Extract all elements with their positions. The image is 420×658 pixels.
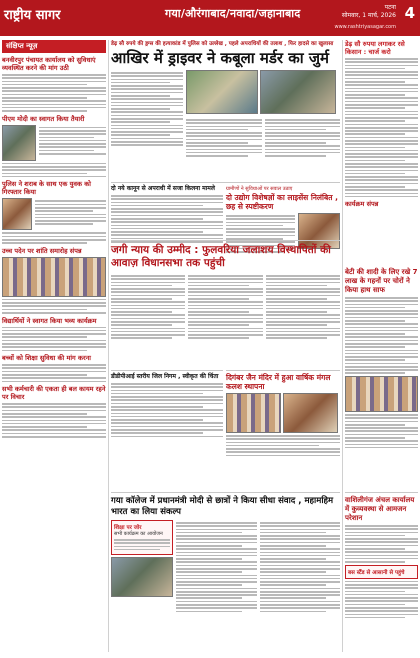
brief-headline[interactable]: विद्यार्थियों ने स्वागत किया भव्य कार्यक्रम bbox=[2, 316, 97, 325]
article-text bbox=[2, 327, 106, 352]
article-text bbox=[345, 414, 418, 448]
article-text bbox=[265, 119, 341, 158]
bottom-story bbox=[111, 492, 340, 614]
brief-headline[interactable]: पीएम मोदी का स्वागत किया तैयारी bbox=[2, 114, 85, 123]
masthead bbox=[0, 0, 420, 36]
article-text bbox=[2, 299, 106, 314]
article-text bbox=[2, 74, 106, 112]
event-photo bbox=[2, 257, 106, 297]
article-text bbox=[2, 364, 106, 382]
masthead-info bbox=[342, 4, 396, 20]
info-box-title: शिक्षा पर जोर bbox=[114, 525, 142, 531]
bottom-right-story bbox=[345, 492, 418, 620]
right-story-headline[interactable]: डेढ़ सौ रुपया लगाकर रसे किसान : चार्ज करो bbox=[345, 40, 405, 56]
event-photo bbox=[226, 393, 281, 433]
top-story-kicker: डेढ़ सौ रुपये की ड्रग्स की हत्याकांड में पुलिस को उल्लेख , पहले अपराधियों की तलाश , फिर हादसे का खुलासा bbox=[111, 41, 334, 47]
article-text bbox=[111, 72, 183, 158]
event-photo bbox=[111, 557, 173, 597]
right-column-top bbox=[345, 40, 418, 208]
article-text bbox=[345, 58, 418, 197]
article-text bbox=[266, 275, 340, 341]
info-box-title: बस स्टैंड से आसानी से पहुंचे bbox=[348, 569, 405, 576]
brief-headline[interactable]: सभी कर्मचारी की एकता ही बल कायम रहने पर विचार bbox=[2, 385, 106, 402]
mid-right-headline[interactable]: दो उद्योग विशेषज्ञों का लाइसेंस निलंबित , छह से स्पष्टीकरण bbox=[226, 193, 338, 211]
article-text bbox=[345, 297, 418, 374]
article-text bbox=[345, 581, 418, 619]
brief-headline[interactable]: बनवीरपुर पंचायत कार्यालय को सुविधाएं व्यवस्थित करने की मांग उठी bbox=[2, 56, 96, 72]
bank-headline[interactable]: बेटी की शादी के लिए रखे 7 लाख के गहनों पर चोरों ने किया हाथ साफ bbox=[345, 268, 418, 294]
brief-headline[interactable]: बच्चों को शिक्षा सुविधा की मांग करना bbox=[2, 354, 91, 363]
divider bbox=[111, 182, 340, 183]
paper-city: पटना bbox=[384, 4, 396, 11]
article-text bbox=[188, 275, 262, 341]
brief-headline[interactable]: उच्च पदेन पर शांति समारोह संपन्न bbox=[2, 246, 82, 255]
divider bbox=[111, 492, 340, 493]
mid-left-story bbox=[111, 185, 223, 244]
top-story-headline[interactable]: आखिर में ड्राइवर ने कबूला मर्डर का जुर्म bbox=[111, 49, 329, 67]
top-story-photo bbox=[260, 70, 336, 114]
article-text bbox=[35, 200, 106, 230]
newspaper-brand: राष्ट्रीय सागर bbox=[4, 8, 61, 23]
info-box bbox=[111, 520, 173, 555]
column-divider bbox=[108, 40, 109, 652]
article-text bbox=[39, 127, 106, 161]
article-text bbox=[2, 403, 106, 437]
brief-headline[interactable]: पुलिस ने शराब के साथ एक युवक को गिरफ्तार किया bbox=[2, 180, 91, 197]
bottom-headline[interactable]: गया कॉलेज में प्रधानमंत्री मोदी से छात्रों ने किया सीधा संवाद , महामहिम भारत का लिया संकल्प bbox=[111, 496, 334, 517]
article-text bbox=[111, 383, 223, 437]
left-column bbox=[2, 40, 106, 439]
article-text bbox=[114, 539, 170, 550]
article-text bbox=[2, 163, 106, 178]
feature-story bbox=[111, 240, 340, 341]
website: www.rashtriyasagar.com bbox=[334, 24, 396, 30]
top-story bbox=[111, 40, 340, 158]
article-text bbox=[260, 522, 341, 614]
article-text bbox=[176, 522, 257, 614]
event-photo bbox=[345, 376, 418, 412]
article-text bbox=[111, 195, 223, 243]
lower-mid-story bbox=[226, 370, 340, 458]
article-text bbox=[2, 232, 106, 243]
divider bbox=[111, 240, 340, 241]
temple-headline[interactable]: दिगंबर जैन मंदिर में हुआ वार्षिक मंगल कलश स्थापना bbox=[226, 373, 331, 391]
edition-title: गया/औरंगाबाद/नवादा/जहानाबाद bbox=[165, 7, 301, 20]
mid-right-kicker: ग्रामीणों ने सुविधाओं पर सवाल उठाए bbox=[226, 186, 293, 192]
right-story-headline[interactable]: कार्यक्रम संपन्न bbox=[345, 200, 379, 209]
right-mid-story bbox=[345, 268, 418, 450]
news-photo bbox=[2, 198, 32, 230]
feature-headline[interactable]: जगी न्याय की उम्मीद : फुलवरिया जलाशय विस्थापितों की आवाज़ विधानसभा तक पहुंची bbox=[111, 244, 331, 269]
issue-date: सोमवार, 1 मार्च, 2026 bbox=[341, 12, 396, 19]
page-number: 4 bbox=[404, 4, 415, 22]
column-divider bbox=[342, 40, 343, 652]
top-story-photo bbox=[186, 70, 258, 114]
event-photo bbox=[283, 393, 338, 433]
divider bbox=[345, 492, 418, 493]
article-text bbox=[111, 275, 185, 341]
bottom-right-headline[interactable]: वाशिलीगंज अंचल कार्यालय में कुव्यवस्था से आमजन परेशान bbox=[345, 496, 415, 522]
mid-left-headline[interactable]: दो नये कानून से अपराधी में सजा किलना मामले bbox=[111, 185, 215, 192]
section-header: संक्षिप्त न्यूज़ bbox=[2, 40, 106, 53]
lower-left-headline[interactable]: डीडीपीआई स्तरीय जिल निगम , स्वीकृत की चिंता bbox=[111, 373, 219, 380]
lower-left-story bbox=[111, 370, 223, 439]
reporter-photo bbox=[2, 125, 36, 161]
divider bbox=[226, 370, 340, 371]
article-text bbox=[226, 435, 340, 456]
info-box bbox=[345, 565, 418, 579]
divider bbox=[111, 370, 223, 371]
article-text bbox=[186, 119, 262, 158]
article-text bbox=[345, 525, 418, 563]
info-box-text: सभी कार्यक्रम का आयोजन bbox=[114, 531, 163, 537]
